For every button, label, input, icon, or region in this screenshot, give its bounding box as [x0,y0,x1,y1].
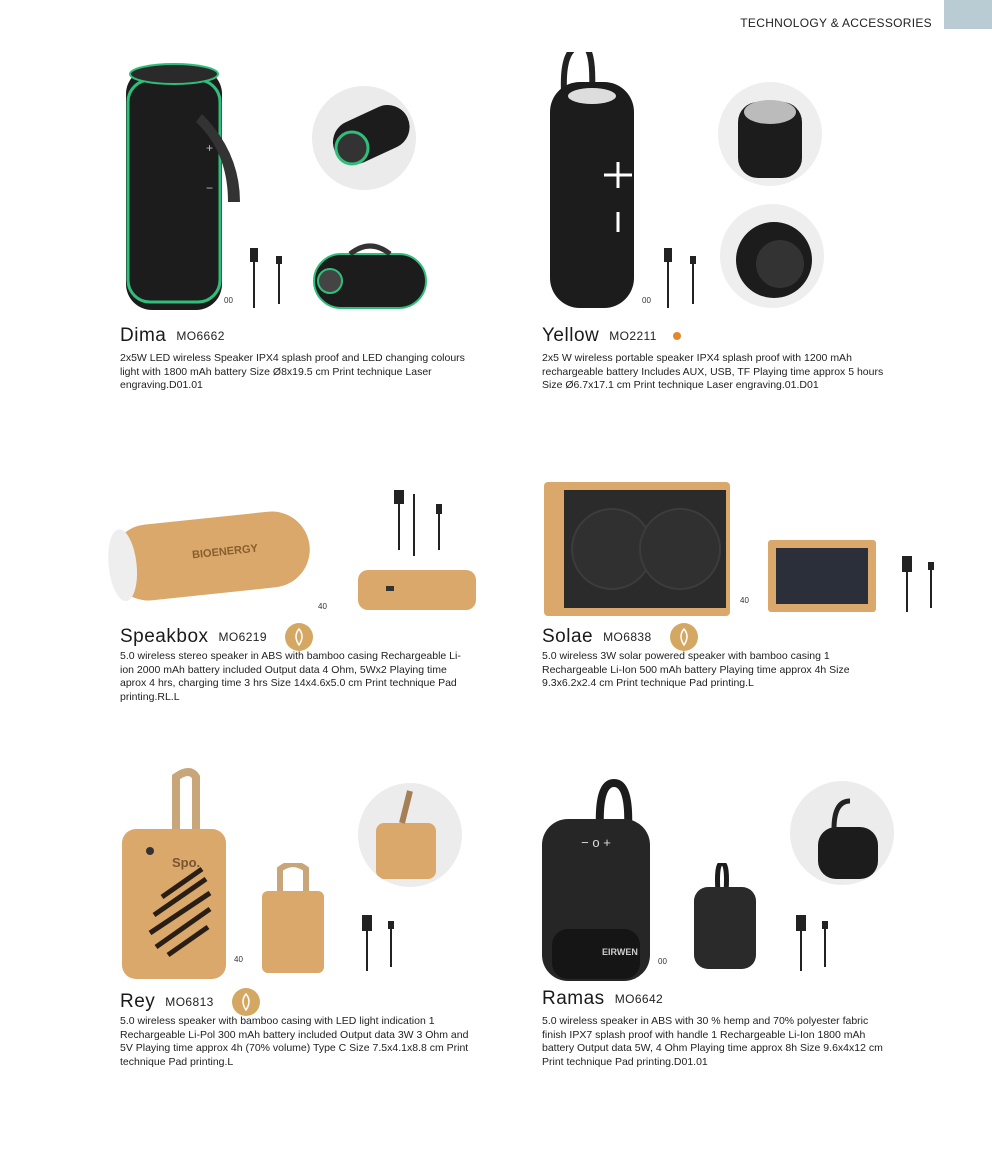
qty-label: 40 [234,955,243,964]
ramas-detail-photo [790,781,894,885]
rey-detail-photo [358,783,462,887]
product-description: 5.0 wireless stereo speaker in ABS with bamboo casing Rechargeable Li-ion 2000 mAh battery included Output data 4 Ohm, 5Wx2 Playing time aprox 4 hrs, charging time 3 hrs Size 14x4.6x5.0 cm Print technique Pad printing.RL.L [120,650,461,703]
dima-detail-photo [312,86,416,190]
svg-text:−: − [206,181,214,195]
qty-label: 00 [658,957,667,966]
speakbox-back-image [358,568,476,612]
product-photo [120,715,520,985]
qty-label: 40 [318,602,327,611]
dima-side-image [310,240,430,312]
product-code: MO6813 [165,995,214,1009]
ramas-back-image [692,863,758,971]
yellow-bottom-photo [720,204,824,308]
product-description: 5.0 wireless 3W solar powered speaker with bamboo casing 1 Rechargeable Li-Ion 500 mAh battery Playing time approx 4h Size 9.3x6.2x2.4 cm Print technique Pad printing.L [542,650,850,689]
eco-leaf-icon [232,988,260,1016]
section-title: TECHNOLOGY & ACCESSORIES [740,16,932,30]
qty-label: 40 [740,596,749,605]
rey-speaker-image [120,767,230,981]
brand-logo: Spo. [172,855,201,870]
rey-back-image [258,863,328,975]
solae-speaker-image [542,480,732,620]
product-name: Rey [120,991,156,1012]
product-photo [120,350,520,620]
usb-cable-icon [658,248,702,308]
usb-cable-icon [244,248,288,308]
product-description: 5.0 wireless speaker with bamboo casing with LED light indication 1 Rechargeable Li-Pol 300 mAh battery included Output data 3W 3 Ohm and 5V Playing time approx 4h (70% volume) Type C Size 7.5x4.1x8.8 cm Print technique Pad printing.L [120,1015,469,1068]
svg-text:− o +: − o + [581,835,611,850]
product-description: 2x5 W wireless portable speaker IPX4 splash proof with 1200 mAh rechargeable battery Includes AUX, USB, TF Playing time approx 5 hours Size Ø6.7x17.1 cm Print technique Laser engraving.01.D01 [542,352,884,391]
product-ramas [542,715,942,1105]
product-speakbox [120,350,520,740]
qty-label: 00 [642,296,651,305]
product-photo [542,52,942,322]
eco-leaf-icon [285,623,313,651]
product-code: MO6219 [218,630,267,644]
product-name: Speakbox [120,626,209,647]
product-code: MO6838 [603,630,652,644]
product-name: Solae [542,626,594,647]
product-name: Dima [120,325,167,346]
product-code: MO2211 [609,329,657,343]
product-description: 5.0 wireless speaker in ABS with 30 % hemp and 70% polyester fabric finish IPX7 splash proof with handle 1 Rechargeable Li-Ion 1800 mAh battery Output data 5W, 4 Ohm Playing time approx 8h Size 9.6x4x12 cm Print technique Pad printing.D01.01 [542,1015,883,1068]
product-description: 2x5W LED wireless Speaker IPX4 splash proof and LED changing colours light with 1800 mAh battery Size Ø8x19.5 cm Print technique Laser engraving.D01.01 [120,352,465,391]
qty-label: 00 [224,296,233,305]
brand-logo: EIRWEN [602,947,638,957]
product-photo [120,52,520,322]
svg-text:+: + [206,141,214,155]
solae-solar-panel-image [768,540,876,612]
product-name: Yellow [542,325,600,346]
section-tab [944,0,992,29]
product-solae [542,350,942,740]
brand-logo: BIOENERGY [191,542,259,562]
usb-cable-icon [792,915,836,971]
yellow-top-photo [718,82,822,186]
eco-leaf-icon [670,623,698,651]
product-code: MO6642 [614,992,664,1006]
usb-cable-icon [358,915,402,971]
product-rey [120,715,520,1105]
product-code: MO6662 [176,329,225,343]
aux-cable-icon [390,490,450,556]
product-photo [542,350,942,620]
usb-cable-icon [898,556,942,612]
product-name: Ramas [542,988,605,1009]
product-photo [542,715,942,985]
color-dot-icon [673,332,681,340]
